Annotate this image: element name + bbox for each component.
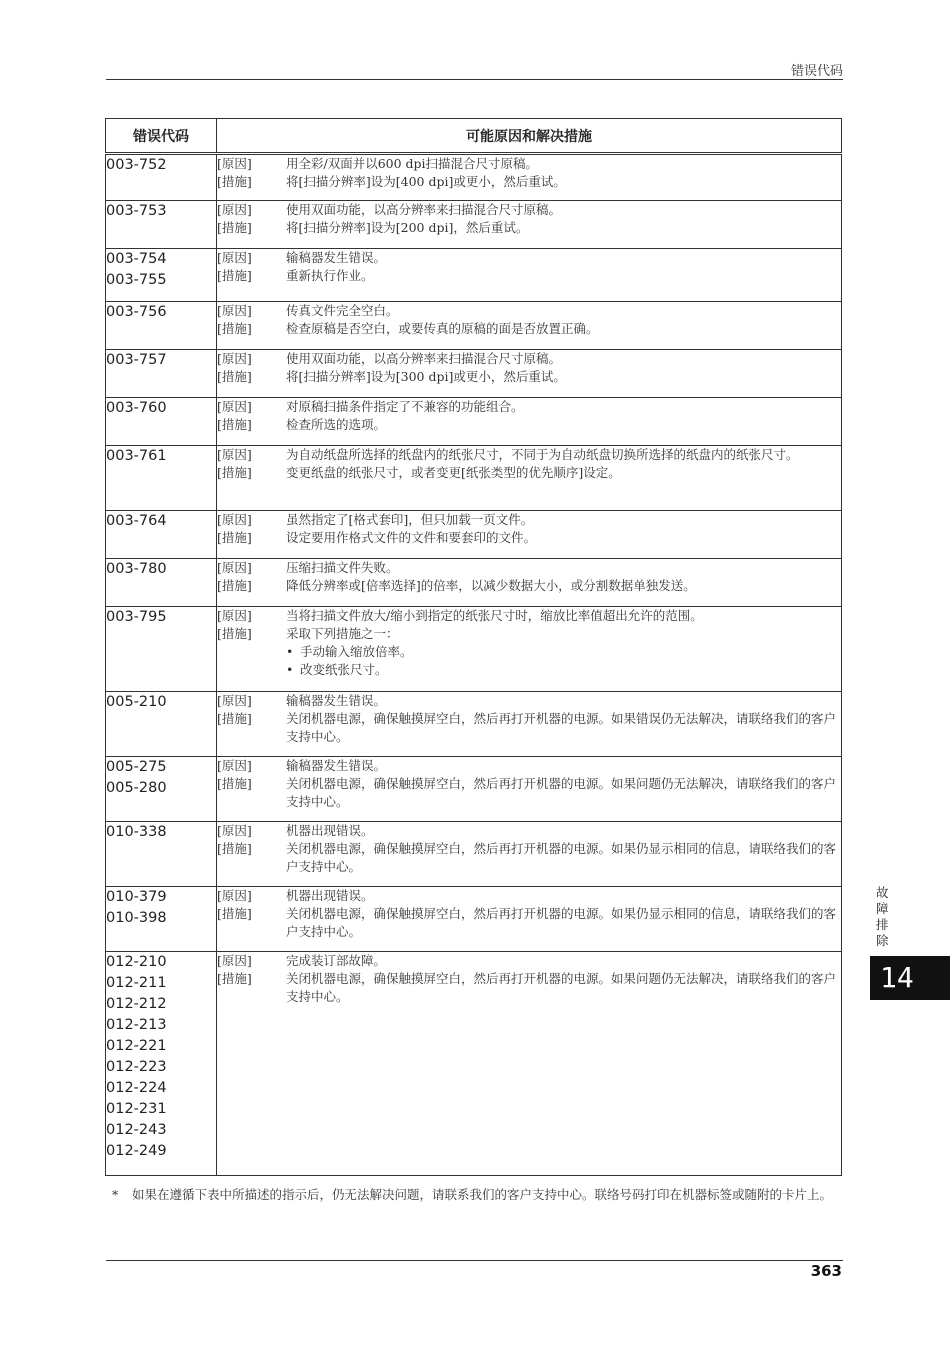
action-line-tag: [措施] (217, 268, 252, 283)
cause-line-text: 虽然指定了[格式套印]，但只加载一页文件。 (286, 512, 534, 527)
chapter-side-label: 故障排除 (876, 885, 889, 948)
description-cell (217, 757, 842, 822)
chapter-tab: 14 (870, 956, 950, 1000)
cause-line-tag: [原因] (217, 823, 252, 838)
error-code: 012-212 (106, 996, 167, 1012)
action-line-text: 关闭机器电源，确保触摸屏空白，然后再打开机器的电源。如果问题仍无法解决，请联络我们的客户支持中心。 (286, 776, 837, 809)
description-cell (217, 446, 842, 511)
cause-line-text: 完成装订部故障。 (286, 953, 387, 968)
cause-line-text: 压缩扫描文件失败。 (286, 560, 399, 575)
action-line-tag: [措施] (217, 465, 252, 480)
cause-line-tag: [原因] (217, 303, 252, 318)
description-cell (217, 249, 842, 302)
action-line-text: 检查所选的选项。 (286, 417, 387, 432)
action-line-tag: [措施] (217, 841, 252, 856)
error-code: 003-752 (106, 157, 167, 173)
cause-line (217, 511, 841, 529)
action-line (217, 173, 841, 191)
cause-line-tag: [原因] (217, 156, 252, 171)
bullet-item (217, 643, 841, 661)
error-code: 003-757 (106, 352, 167, 368)
action-line-text: 重新执行作业。 (286, 268, 374, 283)
error-code-cell (106, 952, 217, 1176)
error-code-cell (106, 302, 217, 350)
error-code-cell (106, 757, 217, 822)
action-line-tag: [措施] (217, 626, 252, 641)
table-row (106, 446, 842, 511)
cause-line (217, 350, 841, 368)
error-code: 012-211 (106, 975, 167, 991)
error-code-cell (106, 201, 217, 249)
action-line-tag: [措施] (217, 971, 252, 986)
error-code: 003-753 (106, 203, 167, 219)
description-cell (217, 302, 842, 350)
action-line-tag: [措施] (217, 578, 252, 593)
action-line-tag: [措施] (217, 417, 252, 432)
error-code: 003-780 (106, 561, 167, 577)
action-line-tag: [措施] (217, 174, 252, 189)
cause-line-tag: [原因] (217, 758, 252, 773)
cause-line (217, 607, 841, 625)
action-line-tag: [措施] (217, 220, 252, 235)
error-code: 012-231 (106, 1101, 167, 1117)
action-line (217, 970, 841, 1006)
action-line-tag: [措施] (217, 321, 252, 336)
error-code: 003-754 (106, 251, 167, 267)
action-line (217, 529, 841, 547)
cause-line-text: 输稿器发生错误。 (286, 693, 387, 708)
cause-line-text: 输稿器发生错误。 (286, 250, 387, 265)
action-line (217, 775, 841, 811)
description-cell (217, 692, 842, 757)
action-line (217, 320, 841, 338)
description-cell (217, 154, 842, 201)
cause-line-text: 用全彩/双面并以600 dpi扫描混合尺寸原稿。 (286, 156, 539, 171)
table-row (106, 692, 842, 757)
action-line (217, 267, 841, 285)
error-code-cell (106, 887, 217, 952)
action-line-text: 变更纸盘的纸张尺寸，或者变更[纸张类型的优先顺序]设定。 (286, 465, 621, 480)
action-line (217, 905, 841, 941)
table-row (106, 607, 842, 692)
cause-line (217, 302, 841, 320)
cause-line (217, 155, 841, 173)
action-line (217, 368, 841, 386)
table-row (106, 249, 842, 302)
cause-line-tag: [原因] (217, 512, 252, 527)
table-body (106, 154, 842, 1176)
bullet-text: 改变纸张尺寸。 (300, 662, 388, 677)
cause-line-tag: [原因] (217, 693, 252, 708)
action-line-tag: [措施] (217, 530, 252, 545)
cause-line-tag: [原因] (217, 608, 252, 623)
table-row (106, 350, 842, 398)
error-code: 005-280 (106, 780, 167, 796)
header-title: 错误代码 (790, 64, 843, 79)
footnote (112, 1186, 842, 1204)
table-row (106, 154, 842, 201)
description-cell (217, 822, 842, 887)
error-code: 010-398 (106, 910, 167, 926)
cause-line (217, 822, 841, 840)
action-line (217, 464, 841, 482)
error-code: 010-338 (106, 824, 167, 840)
footnote-text: 如果在遵循下表中所描述的指示后，仍无法解决问题，请联系我们的客户支持中心。联络号码打印在机器标签或随附的卡片上。 (132, 1187, 833, 1202)
error-code: 012-221 (106, 1038, 167, 1054)
action-line-text: 将[扫描分辨率]设为[300 dpi]或更小，然后重试。 (286, 369, 566, 384)
page-number: 363 (810, 1262, 842, 1280)
error-code: 003-761 (106, 448, 167, 464)
action-line-text: 将[扫描分辨率]设为[400 dpi]或更小，然后重试。 (286, 174, 566, 189)
error-code: 003-764 (106, 513, 167, 529)
table-row (106, 822, 842, 887)
cause-line-text: 使用双面功能，以高分辨率来扫描混合尺寸原稿。 (286, 202, 562, 217)
error-code: 003-795 (106, 609, 167, 625)
cause-line-tag: [原因] (217, 399, 252, 414)
error-code-cell (106, 692, 217, 757)
cause-line (217, 757, 841, 775)
action-line-text: 检查原稿是否空白，或要传真的原稿的面是否放置正确。 (286, 321, 599, 336)
error-code-cell (106, 822, 217, 887)
cause-line-tag: [原因] (217, 202, 252, 217)
cause-line-text: 为自动纸盘所选择的纸盘内的纸张尺寸，不同于为自动纸盘切换所选择的纸盘内的纸张尺寸。 (286, 447, 799, 462)
bullet-icon: • (286, 644, 294, 659)
action-line-text: 关闭机器电源，确保触摸屏空白，然后再打开机器的电源。如果仍显示相同的信息，请联络我们的客户支持中心。 (286, 906, 837, 939)
error-code: 005-210 (106, 694, 167, 710)
action-line-tag: [措施] (217, 711, 252, 726)
cause-line (217, 201, 841, 219)
bullet-text: 手动输入缩放倍率。 (300, 644, 413, 659)
error-code-cell (106, 607, 217, 692)
error-code-table (105, 118, 842, 1176)
error-code: 003-756 (106, 304, 167, 320)
column-header-description: 可能原因和解决措施 (217, 119, 842, 154)
cause-line-tag: [原因] (217, 953, 252, 968)
description-cell (217, 350, 842, 398)
description-cell (217, 201, 842, 249)
cause-line-tag: [原因] (217, 888, 252, 903)
action-line-tag: [措施] (217, 906, 252, 921)
action-line-text: 将[扫描分辨率]设为[200 dpi]，然后重试。 (286, 220, 529, 235)
cause-line-tag: [原因] (217, 560, 252, 575)
action-line-tag: [措施] (217, 369, 252, 384)
cause-line (217, 952, 841, 970)
cause-line (217, 446, 841, 464)
error-code: 010-379 (106, 889, 167, 905)
table-row (106, 887, 842, 952)
table-row (106, 757, 842, 822)
description-cell (217, 952, 842, 1176)
error-code-cell (106, 350, 217, 398)
table-row (106, 398, 842, 446)
action-line-text: 关闭机器电源，确保触摸屏空白，然后再打开机器的电源。如果仍显示相同的信息，请联络我们的客户支持中心。 (286, 841, 837, 874)
action-line (217, 625, 841, 643)
error-code-cell (106, 446, 217, 511)
error-code-cell (106, 249, 217, 302)
table-row (106, 201, 842, 249)
description-cell (217, 607, 842, 692)
error-code-cell (106, 398, 217, 446)
error-code: 012-210 (106, 954, 167, 970)
error-code: 012-213 (106, 1017, 167, 1033)
action-line (217, 416, 841, 434)
error-code-cell (106, 511, 217, 559)
description-cell (217, 511, 842, 559)
error-code: 005-275 (106, 759, 167, 775)
cause-line-text: 当将扫描文件放大/缩小到指定的纸张尺寸时，缩放比率值超出允许的范围。 (286, 608, 703, 623)
error-code-cell (106, 154, 217, 201)
error-code: 012-249 (106, 1143, 167, 1159)
description-cell (217, 887, 842, 952)
table-row (106, 559, 842, 607)
error-code-cell (106, 559, 217, 607)
cause-line (217, 887, 841, 905)
action-line-text: 采取下列措施之一： (286, 626, 399, 641)
error-code: 012-224 (106, 1080, 167, 1096)
cause-line-text: 传真文件完全空白。 (286, 303, 399, 318)
table-row (106, 302, 842, 350)
table-row (106, 952, 842, 1176)
footnote-mark: * (112, 1187, 119, 1202)
action-line-text: 降低分辨率或[倍率选择]的倍率，以减少数据大小，或分割数据单独发送。 (286, 578, 696, 593)
action-line (217, 710, 841, 746)
cause-line-tag: [原因] (217, 447, 252, 462)
cause-line-text: 输稿器发生错误。 (286, 758, 387, 773)
description-cell (217, 398, 842, 446)
cause-line-text: 使用双面功能，以高分辨率来扫描混合尺寸原稿。 (286, 351, 562, 366)
header-rule (106, 79, 843, 80)
column-header-code: 错误代码 (106, 119, 217, 154)
table-header-row (106, 119, 842, 154)
description-cell (217, 559, 842, 607)
action-line (217, 219, 841, 237)
action-line-text: 关闭机器电源，确保触摸屏空白，然后再打开机器的电源。如果错误仍无法解决，请联络我们的客户支持中心。 (286, 711, 837, 744)
bullet-item (217, 661, 841, 679)
table-row (106, 511, 842, 559)
action-line (217, 840, 841, 876)
error-code: 012-223 (106, 1059, 167, 1075)
action-line (217, 577, 841, 595)
cause-line-text: 对原稿扫描条件指定了不兼容的功能组合。 (286, 399, 524, 414)
cause-line-text: 机器出现错误。 (286, 888, 374, 903)
footer-rule (106, 1260, 843, 1261)
cause-line (217, 398, 841, 416)
action-line-text: 设定要用作格式文件的文件和要套印的文件。 (286, 530, 537, 545)
cause-line (217, 249, 841, 267)
cause-line-text: 机器出现错误。 (286, 823, 374, 838)
action-line-tag: [措施] (217, 776, 252, 791)
cause-line (217, 692, 841, 710)
action-line-text: 关闭机器电源，确保触摸屏空白，然后再打开机器的电源。如果问题仍无法解决，请联络我们的客户支持中心。 (286, 971, 837, 1004)
cause-line-tag: [原因] (217, 250, 252, 265)
error-code: 003-760 (106, 400, 167, 416)
bullet-icon: • (286, 662, 294, 677)
cause-line-tag: [原因] (217, 351, 252, 366)
cause-line (217, 559, 841, 577)
error-code: 003-755 (106, 272, 167, 288)
error-code: 012-243 (106, 1122, 167, 1138)
